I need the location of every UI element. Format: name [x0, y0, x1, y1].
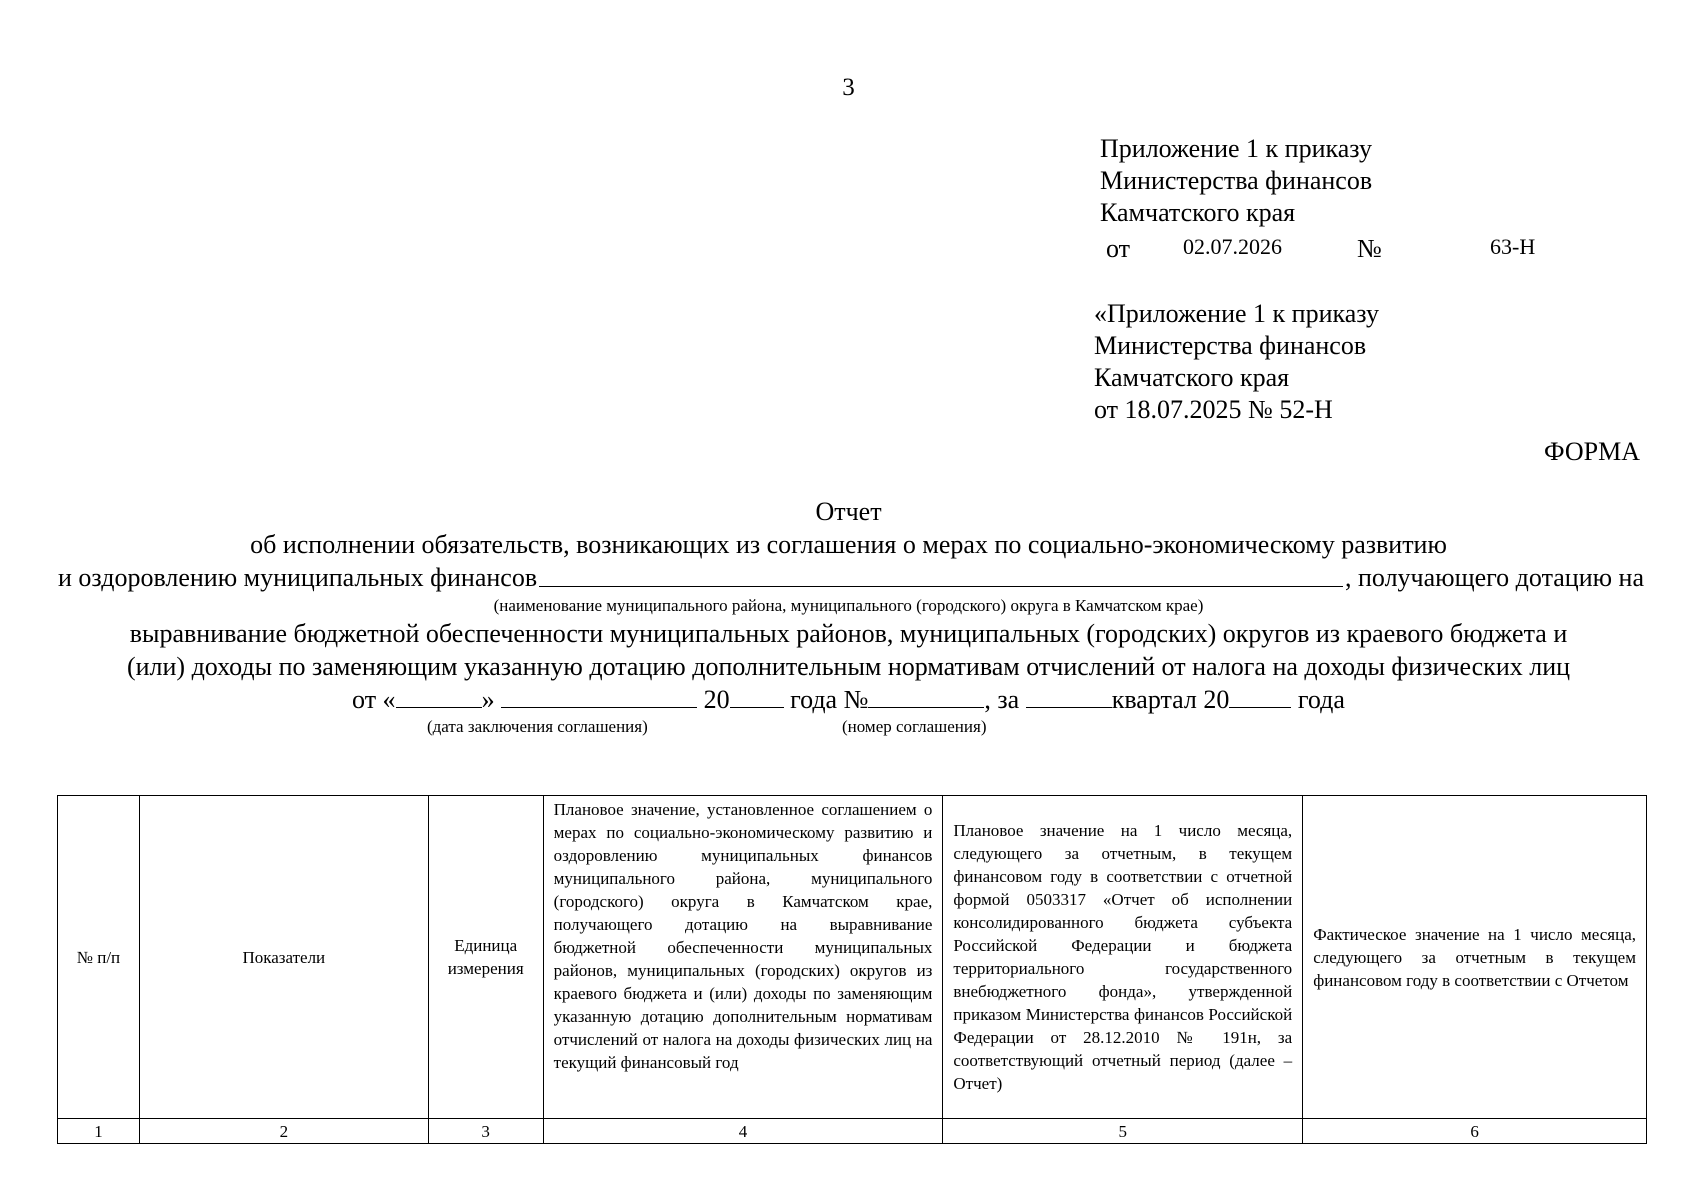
number-sign: №: [1357, 234, 1382, 263]
year-end-word: года: [1297, 685, 1345, 714]
order-date: 02.07.2026: [1183, 234, 1282, 259]
header-cell-planned-agreement: Плановое значение, установленное соглашением о мерах по социально-экономическому развитию и оздоровлению муниципальных финансов муниципального района, муниципального (городского) округа в Камчатском крае, получающего дотацию на выравнивание бюджетной обеспеченности муниципальных районов, муниципальных (городских) округов из краевого бюджета и (или) доходы по заменяющим указанную дотацию дополнительным нормативам отчислений от налога на доходы физических лиц на текущий финансовый год: [543, 796, 943, 1119]
report-table: [57, 795, 1647, 1144]
column-number-cell: 3: [428, 1119, 543, 1144]
appendix-current: [1100, 133, 1560, 263]
appendix-current-line: Министерства финансов: [1100, 166, 1373, 195]
appendix-previous-line: «Приложение 1 к приказу: [1094, 299, 1380, 328]
municipality-caption: (наименование муниципального района, муниципального (городского) округа в Камчатском крае): [493, 596, 1204, 615]
year-prefix: 20: [703, 685, 730, 714]
for-word: , за: [984, 685, 1020, 714]
header-cell-planned-report: Плановое значение на 1 число месяца, следующего за отчетным, в текущем финансовом году в соответствии с отчетной формой 0503317 «Отчет об исполнении консолидированного бюджета субъекта Российской Федерации и бюджета территориального государственного внебюджетного фонда», утвержденной приказом Министерства финансов Российской Федерации от 28.12.2010 № 191н, за соответствующий отчетный период (далее – Отчет): [943, 796, 1303, 1119]
header-cell-number: № п/п: [58, 796, 140, 1119]
agreement-row: [0, 685, 1697, 715]
appendix-current-line: Приложение 1 к приказу: [1100, 134, 1373, 163]
year-number-word: года №: [790, 685, 869, 714]
column-number-cell: 2: [139, 1119, 428, 1144]
column-number-cell: 4: [543, 1119, 943, 1144]
order-number: 63-Н: [1490, 234, 1536, 259]
municipality-name-blank[interactable]: [539, 563, 1343, 587]
municipality-row: [58, 563, 1644, 593]
page-number: 3: [842, 74, 855, 101]
appendix-previous: [1094, 298, 1379, 426]
report-subtitle-line: об исполнении обязательств, возникающих из соглашения о мерах по социально-экономическому развитию: [250, 530, 1447, 559]
appendix-previous-line: от 18.07.2025 № 52-Н: [1094, 395, 1333, 424]
appendix-previous-line: Министерства финансов: [1094, 331, 1367, 360]
quarter-blank[interactable]: [1026, 685, 1112, 708]
appendix-previous-line: Камчатского края: [1094, 363, 1290, 392]
municipality-row-right: , получающего дотацию на: [1345, 563, 1644, 592]
agreement-number-blank[interactable]: [868, 685, 984, 708]
year-blank[interactable]: [730, 685, 784, 708]
header-cell-indicators: Показатели: [139, 796, 428, 1119]
from-label: от: [1106, 234, 1131, 263]
appendix-current-date-row: [1100, 229, 1560, 263]
form-label: ФОРМА: [1544, 437, 1640, 466]
day-blank[interactable]: [396, 685, 482, 708]
date-caption: (дата заключения соглашения): [427, 717, 648, 736]
number-caption: (номер соглашения): [842, 717, 987, 736]
report-title: Отчет: [815, 497, 882, 526]
month-blank[interactable]: [501, 685, 697, 708]
column-number-cell: 1: [58, 1119, 140, 1144]
quarter-year-blank[interactable]: [1229, 685, 1291, 708]
column-number-cell: 5: [943, 1119, 1303, 1144]
report-subtitle-line: выравнивание бюджетной обеспеченности муниципальных районов, муниципальных (городских) округов из краевого бюджета и: [129, 619, 1568, 648]
header-cell-unit: Единица измерения: [428, 796, 543, 1119]
quote-close: »: [481, 685, 495, 714]
from-quote-open: от «: [352, 685, 396, 714]
header-cell-actual: Фактическое значение на 1 число месяца, следующего за отчетным в текущем финансовом году в соответствии с Отчетом: [1303, 796, 1647, 1119]
quarter-word: квартал 20: [1111, 685, 1230, 714]
table-header-row: [58, 796, 1647, 1119]
column-number-cell: 6: [1303, 1119, 1647, 1144]
municipality-row-left: и оздоровлению муниципальных финансов: [58, 563, 538, 592]
report-subtitle-line: (или) доходы по заменяющим указанную дотацию дополнительным нормативам отчислений от налога на доходы физических лиц: [126, 652, 1571, 681]
table-column-number-row: [58, 1119, 1647, 1144]
appendix-current-line: Камчатского края: [1100, 198, 1296, 227]
